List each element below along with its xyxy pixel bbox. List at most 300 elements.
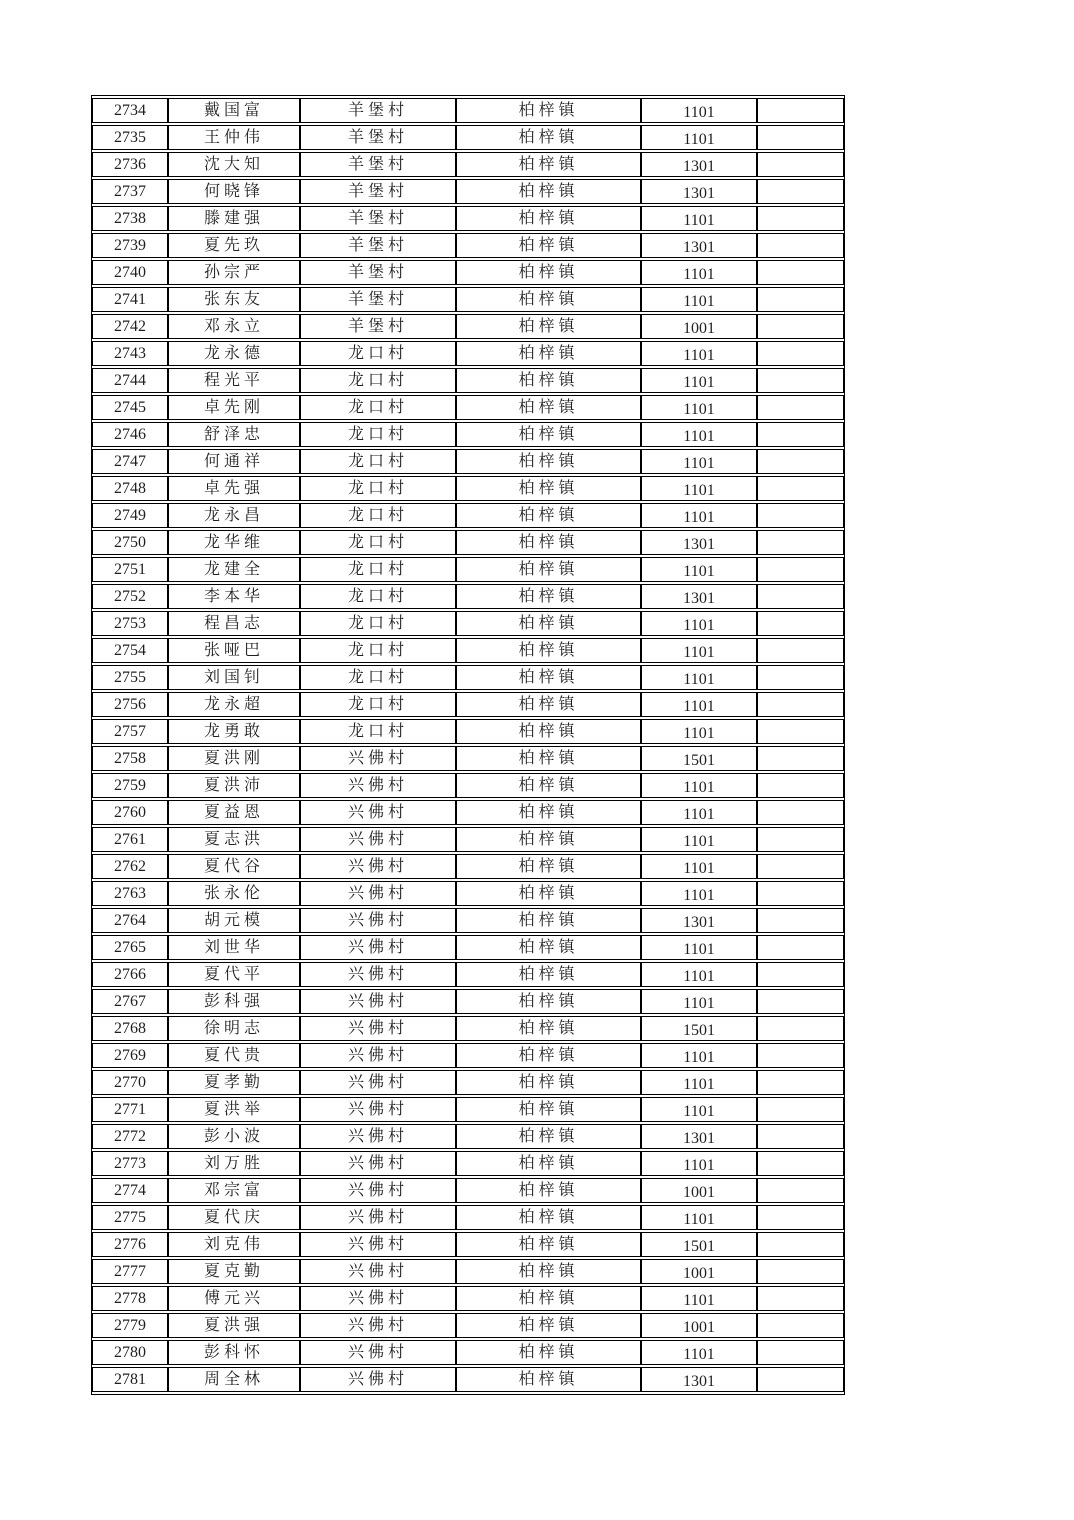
cell-village-name: 羊堡村 bbox=[300, 152, 456, 177]
cell-person-name: 夏代贵 bbox=[168, 1043, 300, 1068]
table-row bbox=[92, 908, 844, 933]
cell-town-name: 柏梓镇 bbox=[456, 1367, 641, 1392]
cell-blank bbox=[757, 1367, 844, 1392]
cell-town-name: 柏梓镇 bbox=[456, 719, 641, 744]
cell-town-name: 柏梓镇 bbox=[456, 611, 641, 636]
cell-blank bbox=[757, 1286, 844, 1311]
cell-town-name: 柏梓镇 bbox=[456, 1286, 641, 1311]
cell-code-value: 1301 bbox=[641, 179, 757, 204]
table-row bbox=[92, 530, 844, 555]
cell-person-name: 李本华 bbox=[168, 584, 300, 609]
cell-blank bbox=[757, 1178, 844, 1203]
cell-person-name: 沈大知 bbox=[168, 152, 300, 177]
cell-village-name: 兴佛村 bbox=[300, 935, 456, 960]
cell-blank bbox=[757, 530, 844, 555]
table-row bbox=[92, 395, 844, 420]
cell-town-name: 柏梓镇 bbox=[456, 962, 641, 987]
cell-village-name: 羊堡村 bbox=[300, 179, 456, 204]
cell-person-name: 何晓锋 bbox=[168, 179, 300, 204]
cell-town-name: 柏梓镇 bbox=[456, 260, 641, 285]
cell-town-name: 柏梓镇 bbox=[456, 314, 641, 339]
cell-blank bbox=[757, 746, 844, 771]
cell-village-name: 羊堡村 bbox=[300, 233, 456, 258]
cell-code-value: 1101 bbox=[641, 503, 757, 528]
cell-person-name: 周全林 bbox=[168, 1367, 300, 1392]
table-row bbox=[92, 476, 844, 501]
cell-serial-number: 2781 bbox=[92, 1367, 168, 1392]
cell-village-name: 兴佛村 bbox=[300, 1097, 456, 1122]
cell-code-value: 1101 bbox=[641, 341, 757, 366]
table-row bbox=[92, 98, 844, 123]
cell-serial-number: 2754 bbox=[92, 638, 168, 663]
cell-person-name: 夏益恩 bbox=[168, 800, 300, 825]
cell-code-value: 1101 bbox=[641, 773, 757, 798]
cell-blank bbox=[757, 449, 844, 474]
cell-town-name: 柏梓镇 bbox=[456, 881, 641, 906]
cell-serial-number: 2774 bbox=[92, 1178, 168, 1203]
cell-serial-number: 2759 bbox=[92, 773, 168, 798]
cell-person-name: 戴国富 bbox=[168, 98, 300, 123]
cell-code-value: 1101 bbox=[641, 665, 757, 690]
cell-village-name: 羊堡村 bbox=[300, 98, 456, 123]
cell-code-value: 1101 bbox=[641, 368, 757, 393]
cell-village-name: 龙口村 bbox=[300, 503, 456, 528]
cell-village-name: 兴佛村 bbox=[300, 1205, 456, 1230]
cell-village-name: 兴佛村 bbox=[300, 1151, 456, 1176]
cell-person-name: 卓先刚 bbox=[168, 395, 300, 420]
table-row bbox=[92, 422, 844, 447]
cell-code-value: 1001 bbox=[641, 314, 757, 339]
cell-blank bbox=[757, 881, 844, 906]
cell-town-name: 柏梓镇 bbox=[456, 287, 641, 312]
cell-blank bbox=[757, 854, 844, 879]
cell-serial-number: 2752 bbox=[92, 584, 168, 609]
cell-town-name: 柏梓镇 bbox=[456, 1232, 641, 1257]
cell-town-name: 柏梓镇 bbox=[456, 989, 641, 1014]
cell-village-name: 兴佛村 bbox=[300, 1259, 456, 1284]
cell-serial-number: 2775 bbox=[92, 1205, 168, 1230]
cell-serial-number: 2764 bbox=[92, 908, 168, 933]
table-row bbox=[92, 1313, 844, 1338]
cell-code-value: 1101 bbox=[641, 476, 757, 501]
cell-town-name: 柏梓镇 bbox=[456, 692, 641, 717]
table-row bbox=[92, 1043, 844, 1068]
cell-serial-number: 2762 bbox=[92, 854, 168, 879]
cell-blank bbox=[757, 98, 844, 123]
cell-blank bbox=[757, 908, 844, 933]
cell-code-value: 1301 bbox=[641, 1124, 757, 1149]
table-row bbox=[92, 368, 844, 393]
cell-person-name: 龙永超 bbox=[168, 692, 300, 717]
cell-serial-number: 2744 bbox=[92, 368, 168, 393]
table-row bbox=[92, 206, 844, 231]
cell-blank bbox=[757, 1340, 844, 1365]
cell-code-value: 1101 bbox=[641, 206, 757, 231]
table-row bbox=[92, 503, 844, 528]
cell-blank bbox=[757, 1151, 844, 1176]
cell-blank bbox=[757, 773, 844, 798]
cell-serial-number: 2757 bbox=[92, 719, 168, 744]
table-row bbox=[92, 260, 844, 285]
cell-blank bbox=[757, 476, 844, 501]
cell-town-name: 柏梓镇 bbox=[456, 800, 641, 825]
cell-person-name: 彭小波 bbox=[168, 1124, 300, 1149]
cell-village-name: 羊堡村 bbox=[300, 125, 456, 150]
cell-village-name: 龙口村 bbox=[300, 530, 456, 555]
cell-code-value: 1101 bbox=[641, 1043, 757, 1068]
cell-village-name: 兴佛村 bbox=[300, 1340, 456, 1365]
cell-person-name: 孙宗严 bbox=[168, 260, 300, 285]
cell-village-name: 龙口村 bbox=[300, 341, 456, 366]
cell-code-value: 1101 bbox=[641, 935, 757, 960]
cell-town-name: 柏梓镇 bbox=[456, 368, 641, 393]
cell-village-name: 羊堡村 bbox=[300, 314, 456, 339]
cell-blank bbox=[757, 314, 844, 339]
cell-blank bbox=[757, 989, 844, 1014]
cell-person-name: 夏代谷 bbox=[168, 854, 300, 879]
cell-village-name: 兴佛村 bbox=[300, 908, 456, 933]
cell-person-name: 夏志洪 bbox=[168, 827, 300, 852]
table-row bbox=[92, 584, 844, 609]
cell-serial-number: 2779 bbox=[92, 1313, 168, 1338]
cell-person-name: 舒泽忠 bbox=[168, 422, 300, 447]
cell-blank bbox=[757, 1313, 844, 1338]
cell-blank bbox=[757, 179, 844, 204]
cell-blank bbox=[757, 1259, 844, 1284]
table-row bbox=[92, 1286, 844, 1311]
cell-person-name: 夏洪沛 bbox=[168, 773, 300, 798]
cell-person-name: 程昌志 bbox=[168, 611, 300, 636]
cell-code-value: 1101 bbox=[641, 1340, 757, 1365]
cell-code-value: 1101 bbox=[641, 557, 757, 582]
table-row bbox=[92, 1070, 844, 1095]
cell-town-name: 柏梓镇 bbox=[456, 908, 641, 933]
cell-blank bbox=[757, 800, 844, 825]
cell-serial-number: 2737 bbox=[92, 179, 168, 204]
cell-town-name: 柏梓镇 bbox=[456, 1313, 641, 1338]
cell-village-name: 龙口村 bbox=[300, 449, 456, 474]
cell-serial-number: 2747 bbox=[92, 449, 168, 474]
table-row bbox=[92, 179, 844, 204]
cell-blank bbox=[757, 638, 844, 663]
cell-blank bbox=[757, 692, 844, 717]
cell-serial-number: 2738 bbox=[92, 206, 168, 231]
cell-code-value: 1001 bbox=[641, 1313, 757, 1338]
cell-person-name: 夏先玖 bbox=[168, 233, 300, 258]
cell-serial-number: 2777 bbox=[92, 1259, 168, 1284]
cell-serial-number: 2755 bbox=[92, 665, 168, 690]
cell-serial-number: 2749 bbox=[92, 503, 168, 528]
table-row bbox=[92, 1232, 844, 1257]
cell-blank bbox=[757, 1124, 844, 1149]
table-row bbox=[92, 125, 844, 150]
cell-town-name: 柏梓镇 bbox=[456, 638, 641, 663]
cell-serial-number: 2751 bbox=[92, 557, 168, 582]
cell-blank bbox=[757, 1070, 844, 1095]
cell-person-name: 夏孝勤 bbox=[168, 1070, 300, 1095]
cell-blank bbox=[757, 1016, 844, 1041]
cell-person-name: 傅元兴 bbox=[168, 1286, 300, 1311]
cell-village-name: 兴佛村 bbox=[300, 989, 456, 1014]
cell-blank bbox=[757, 1232, 844, 1257]
cell-code-value: 1101 bbox=[641, 989, 757, 1014]
cell-town-name: 柏梓镇 bbox=[456, 179, 641, 204]
cell-town-name: 柏梓镇 bbox=[456, 854, 641, 879]
table-row bbox=[92, 638, 844, 663]
cell-person-name: 邓宗富 bbox=[168, 1178, 300, 1203]
cell-village-name: 羊堡村 bbox=[300, 206, 456, 231]
cell-person-name: 龙永昌 bbox=[168, 503, 300, 528]
cell-code-value: 1101 bbox=[641, 800, 757, 825]
cell-town-name: 柏梓镇 bbox=[456, 530, 641, 555]
table-row bbox=[92, 341, 844, 366]
cell-code-value: 1101 bbox=[641, 854, 757, 879]
table-row bbox=[92, 962, 844, 987]
cell-code-value: 1501 bbox=[641, 746, 757, 771]
cell-code-value: 1101 bbox=[641, 1205, 757, 1230]
cell-town-name: 柏梓镇 bbox=[456, 584, 641, 609]
cell-village-name: 兴佛村 bbox=[300, 1313, 456, 1338]
cell-serial-number: 2742 bbox=[92, 314, 168, 339]
cell-serial-number: 2758 bbox=[92, 746, 168, 771]
cell-town-name: 柏梓镇 bbox=[456, 1043, 641, 1068]
cell-blank bbox=[757, 395, 844, 420]
cell-serial-number: 2773 bbox=[92, 1151, 168, 1176]
cell-code-value: 1101 bbox=[641, 962, 757, 987]
cell-serial-number: 2743 bbox=[92, 341, 168, 366]
cell-town-name: 柏梓镇 bbox=[456, 665, 641, 690]
cell-serial-number: 2768 bbox=[92, 1016, 168, 1041]
cell-village-name: 龙口村 bbox=[300, 395, 456, 420]
cell-serial-number: 2741 bbox=[92, 287, 168, 312]
cell-code-value: 1101 bbox=[641, 881, 757, 906]
cell-serial-number: 2766 bbox=[92, 962, 168, 987]
cell-code-value: 1101 bbox=[641, 287, 757, 312]
cell-person-name: 滕建强 bbox=[168, 206, 300, 231]
cell-blank bbox=[757, 287, 844, 312]
cell-village-name: 龙口村 bbox=[300, 719, 456, 744]
cell-blank bbox=[757, 935, 844, 960]
cell-serial-number: 2756 bbox=[92, 692, 168, 717]
cell-village-name: 兴佛村 bbox=[300, 1016, 456, 1041]
cell-person-name: 夏洪强 bbox=[168, 1313, 300, 1338]
cell-person-name: 邓永立 bbox=[168, 314, 300, 339]
cell-blank bbox=[757, 1205, 844, 1230]
cell-town-name: 柏梓镇 bbox=[456, 395, 641, 420]
cell-serial-number: 2739 bbox=[92, 233, 168, 258]
table-row bbox=[92, 1367, 844, 1392]
table-row bbox=[92, 881, 844, 906]
table-row bbox=[92, 746, 844, 771]
cell-person-name: 龙建全 bbox=[168, 557, 300, 582]
cell-code-value: 1001 bbox=[641, 1259, 757, 1284]
cell-code-value: 1301 bbox=[641, 584, 757, 609]
cell-person-name: 夏代庆 bbox=[168, 1205, 300, 1230]
cell-village-name: 兴佛村 bbox=[300, 1286, 456, 1311]
cell-serial-number: 2765 bbox=[92, 935, 168, 960]
table-row bbox=[92, 719, 844, 744]
cell-blank bbox=[757, 827, 844, 852]
cell-blank bbox=[757, 341, 844, 366]
cell-village-name: 兴佛村 bbox=[300, 1232, 456, 1257]
cell-person-name: 彭科怀 bbox=[168, 1340, 300, 1365]
cell-person-name: 夏代平 bbox=[168, 962, 300, 987]
table-row bbox=[92, 1016, 844, 1041]
cell-serial-number: 2776 bbox=[92, 1232, 168, 1257]
cell-town-name: 柏梓镇 bbox=[456, 98, 641, 123]
cell-town-name: 柏梓镇 bbox=[456, 152, 641, 177]
cell-blank bbox=[757, 557, 844, 582]
cell-village-name: 龙口村 bbox=[300, 476, 456, 501]
cell-code-value: 1101 bbox=[641, 1070, 757, 1095]
cell-serial-number: 2750 bbox=[92, 530, 168, 555]
cell-town-name: 柏梓镇 bbox=[456, 1070, 641, 1095]
cell-person-name: 刘世华 bbox=[168, 935, 300, 960]
cell-code-value: 1101 bbox=[641, 638, 757, 663]
cell-village-name: 兴佛村 bbox=[300, 800, 456, 825]
cell-village-name: 兴佛村 bbox=[300, 962, 456, 987]
cell-blank bbox=[757, 584, 844, 609]
table-row bbox=[92, 233, 844, 258]
cell-blank bbox=[757, 1043, 844, 1068]
cell-code-value: 1101 bbox=[641, 611, 757, 636]
cell-code-value: 1501 bbox=[641, 1232, 757, 1257]
cell-village-name: 兴佛村 bbox=[300, 881, 456, 906]
cell-serial-number: 2745 bbox=[92, 395, 168, 420]
table-body bbox=[92, 98, 844, 1392]
cell-code-value: 1001 bbox=[641, 1178, 757, 1203]
cell-blank bbox=[757, 260, 844, 285]
cell-code-value: 1101 bbox=[641, 719, 757, 744]
cell-code-value: 1301 bbox=[641, 1367, 757, 1392]
cell-town-name: 柏梓镇 bbox=[456, 935, 641, 960]
cell-person-name: 刘万胜 bbox=[168, 1151, 300, 1176]
table-row bbox=[92, 989, 844, 1014]
cell-town-name: 柏梓镇 bbox=[456, 1259, 641, 1284]
table-row bbox=[92, 827, 844, 852]
cell-town-name: 柏梓镇 bbox=[456, 1178, 641, 1203]
cell-blank bbox=[757, 719, 844, 744]
cell-town-name: 柏梓镇 bbox=[456, 1097, 641, 1122]
cell-person-name: 彭科强 bbox=[168, 989, 300, 1014]
cell-serial-number: 2767 bbox=[92, 989, 168, 1014]
cell-person-name: 张哑巴 bbox=[168, 638, 300, 663]
cell-town-name: 柏梓镇 bbox=[456, 206, 641, 231]
cell-person-name: 程光平 bbox=[168, 368, 300, 393]
cell-code-value: 1101 bbox=[641, 827, 757, 852]
table-row bbox=[92, 1205, 844, 1230]
cell-person-name: 龙华维 bbox=[168, 530, 300, 555]
cell-person-name: 何通祥 bbox=[168, 449, 300, 474]
cell-code-value: 1101 bbox=[641, 395, 757, 420]
cell-person-name: 王仲伟 bbox=[168, 125, 300, 150]
cell-person-name: 刘国钊 bbox=[168, 665, 300, 690]
table-row bbox=[92, 611, 844, 636]
cell-village-name: 兴佛村 bbox=[300, 1367, 456, 1392]
cell-village-name: 龙口村 bbox=[300, 638, 456, 663]
cell-serial-number: 2763 bbox=[92, 881, 168, 906]
cell-person-name: 龙勇敢 bbox=[168, 719, 300, 744]
cell-code-value: 1101 bbox=[641, 125, 757, 150]
cell-village-name: 龙口村 bbox=[300, 665, 456, 690]
table-row bbox=[92, 1340, 844, 1365]
cell-village-name: 兴佛村 bbox=[300, 1070, 456, 1095]
cell-village-name: 龙口村 bbox=[300, 611, 456, 636]
cell-town-name: 柏梓镇 bbox=[456, 1205, 641, 1230]
cell-blank bbox=[757, 1097, 844, 1122]
table-row bbox=[92, 800, 844, 825]
cell-person-name: 夏克勤 bbox=[168, 1259, 300, 1284]
cell-village-name: 兴佛村 bbox=[300, 746, 456, 771]
cell-town-name: 柏梓镇 bbox=[456, 233, 641, 258]
cell-town-name: 柏梓镇 bbox=[456, 827, 641, 852]
cell-code-value: 1101 bbox=[641, 422, 757, 447]
cell-village-name: 兴佛村 bbox=[300, 854, 456, 879]
table-row bbox=[92, 152, 844, 177]
cell-town-name: 柏梓镇 bbox=[456, 503, 641, 528]
cell-code-value: 1101 bbox=[641, 260, 757, 285]
cell-village-name: 兴佛村 bbox=[300, 1178, 456, 1203]
cell-person-name: 夏洪刚 bbox=[168, 746, 300, 771]
table-row bbox=[92, 449, 844, 474]
cell-village-name: 龙口村 bbox=[300, 557, 456, 582]
table-row bbox=[92, 287, 844, 312]
cell-code-value: 1501 bbox=[641, 1016, 757, 1041]
cell-town-name: 柏梓镇 bbox=[456, 449, 641, 474]
cell-blank bbox=[757, 368, 844, 393]
cell-village-name: 兴佛村 bbox=[300, 827, 456, 852]
roster-table bbox=[91, 95, 845, 1395]
cell-person-name: 卓先强 bbox=[168, 476, 300, 501]
cell-person-name: 张东友 bbox=[168, 287, 300, 312]
cell-town-name: 柏梓镇 bbox=[456, 476, 641, 501]
table-row bbox=[92, 557, 844, 582]
cell-blank bbox=[757, 665, 844, 690]
cell-village-name: 龙口村 bbox=[300, 692, 456, 717]
cell-code-value: 1101 bbox=[641, 449, 757, 474]
cell-town-name: 柏梓镇 bbox=[456, 746, 641, 771]
cell-serial-number: 2761 bbox=[92, 827, 168, 852]
cell-code-value: 1301 bbox=[641, 152, 757, 177]
table-row bbox=[92, 1178, 844, 1203]
table-row bbox=[92, 1259, 844, 1284]
cell-serial-number: 2778 bbox=[92, 1286, 168, 1311]
cell-blank bbox=[757, 503, 844, 528]
cell-person-name: 徐明志 bbox=[168, 1016, 300, 1041]
cell-town-name: 柏梓镇 bbox=[456, 1016, 641, 1041]
cell-blank bbox=[757, 233, 844, 258]
cell-village-name: 兴佛村 bbox=[300, 773, 456, 798]
cell-village-name: 兴佛村 bbox=[300, 1124, 456, 1149]
cell-village-name: 羊堡村 bbox=[300, 287, 456, 312]
cell-person-name: 张永伦 bbox=[168, 881, 300, 906]
cell-blank bbox=[757, 152, 844, 177]
cell-serial-number: 2760 bbox=[92, 800, 168, 825]
cell-blank bbox=[757, 962, 844, 987]
cell-person-name: 胡元模 bbox=[168, 908, 300, 933]
cell-serial-number: 2736 bbox=[92, 152, 168, 177]
cell-blank bbox=[757, 206, 844, 231]
cell-town-name: 柏梓镇 bbox=[456, 125, 641, 150]
table-row bbox=[92, 935, 844, 960]
cell-town-name: 柏梓镇 bbox=[456, 422, 641, 447]
cell-person-name: 龙永德 bbox=[168, 341, 300, 366]
cell-serial-number: 2735 bbox=[92, 125, 168, 150]
cell-town-name: 柏梓镇 bbox=[456, 341, 641, 366]
cell-serial-number: 2748 bbox=[92, 476, 168, 501]
cell-serial-number: 2772 bbox=[92, 1124, 168, 1149]
cell-blank bbox=[757, 422, 844, 447]
